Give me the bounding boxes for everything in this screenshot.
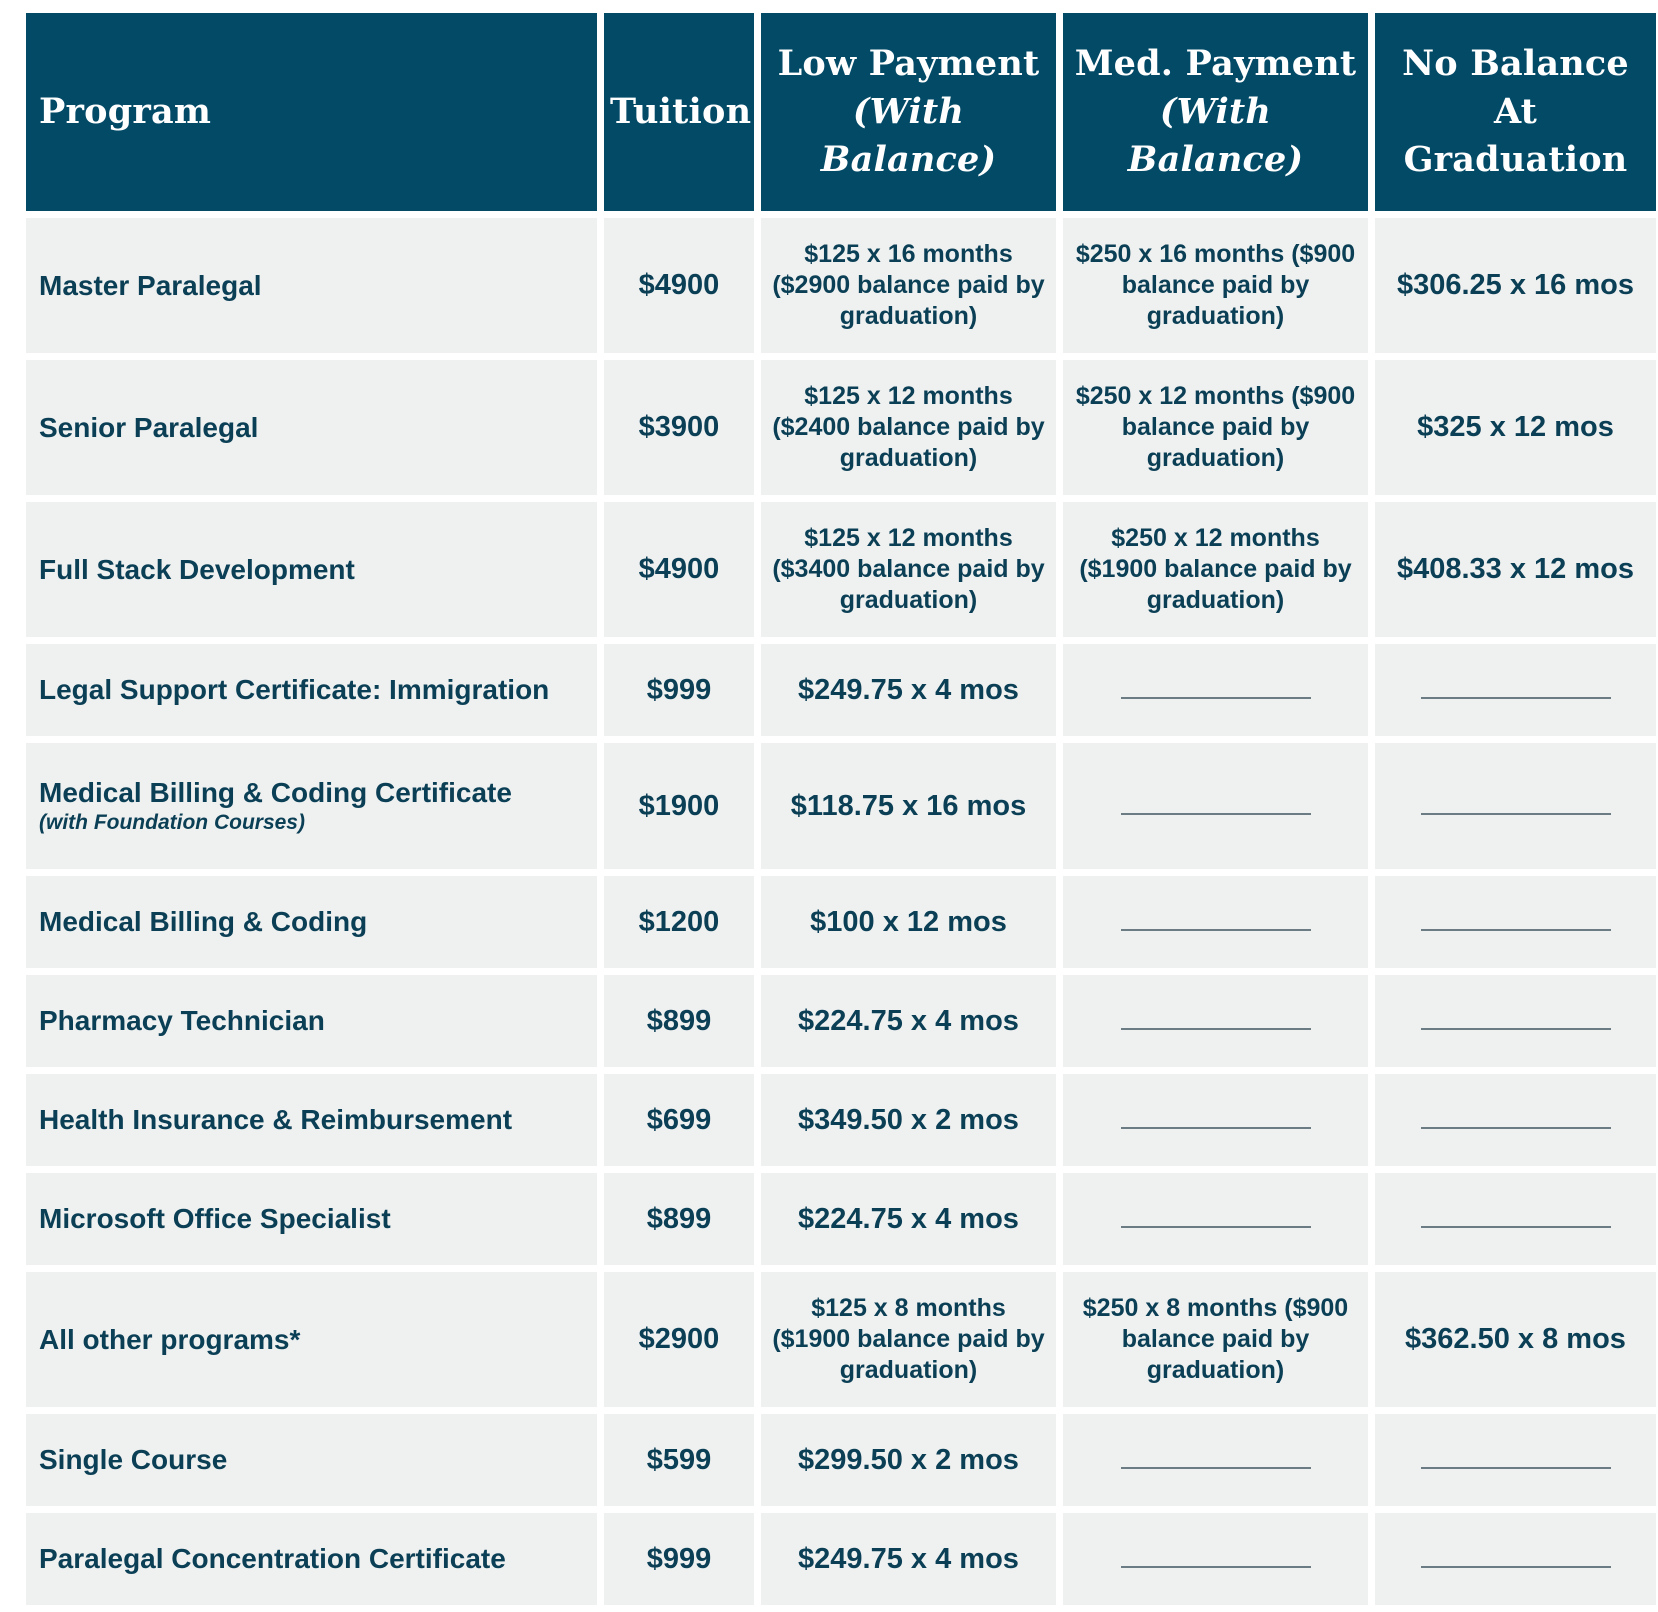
program-name: Legal Support Certificate: Immigration	[39, 674, 550, 705]
low-payment-cell: $118.75 x 16 mos	[761, 743, 1056, 869]
none-payment-cell: $362.50 x 8 mos	[1375, 1272, 1656, 1407]
program-name: Senior Paralegal	[39, 411, 259, 443]
program-cell	[26, 1173, 597, 1265]
empty-dash	[1121, 1566, 1311, 1568]
low-payment-cell: $299.50 x 2 mos	[761, 1414, 1056, 1506]
med-payment-cell	[1063, 644, 1368, 736]
tuition-cell: $599	[604, 1414, 754, 1506]
empty-dash	[1121, 929, 1311, 931]
program-name: Paralegal Concentration Certificate	[39, 1543, 506, 1574]
tuition-cell: $899	[604, 975, 754, 1067]
payment-plan-table-container	[26, 13, 1656, 1605]
header-low-payment	[761, 13, 1056, 211]
low-payment-cell: $224.75 x 4 mos	[761, 1173, 1056, 1265]
program-cell	[26, 360, 597, 495]
header-none-subtitle: At Graduation	[1403, 91, 1628, 180]
empty-dash	[1421, 1028, 1611, 1030]
program-cell	[26, 975, 597, 1067]
med-payment-cell: $250 x 12 months ($1900 balance paid by graduation)	[1063, 502, 1368, 637]
none-payment-cell	[1375, 876, 1656, 968]
tuition-cell: $999	[604, 1513, 754, 1605]
table-row	[26, 360, 1656, 495]
program-name: Pharmacy Technician	[39, 1005, 325, 1036]
header-low-title: Low Payment	[777, 43, 1040, 84]
program-name: Medical Billing & Coding Certificate	[39, 777, 512, 808]
med-payment-cell: $250 x 8 months ($900 balance paid by graduation)	[1063, 1272, 1368, 1407]
low-payment-cell: $224.75 x 4 mos	[761, 975, 1056, 1067]
empty-dash	[1121, 1028, 1311, 1030]
med-payment-cell	[1063, 1513, 1368, 1605]
low-payment-cell: $349.50 x 2 mos	[761, 1074, 1056, 1166]
program-cell	[26, 502, 597, 637]
tuition-cell: $1200	[604, 876, 754, 968]
tuition-cell: $4900	[604, 218, 754, 353]
empty-dash	[1421, 1127, 1611, 1129]
empty-dash	[1421, 929, 1611, 931]
empty-dash	[1421, 1226, 1611, 1228]
program-name: Health Insurance & Reimbursement	[39, 1104, 513, 1135]
low-payment-cell: $249.75 x 4 mos	[761, 644, 1056, 736]
low-payment-cell: $125 x 8 months ($1900 balance paid by graduation)	[761, 1272, 1056, 1407]
empty-dash	[1121, 813, 1311, 815]
low-payment-cell: $100 x 12 mos	[761, 876, 1056, 968]
tuition-cell: $2900	[604, 1272, 754, 1407]
program-note: (with Foundation Courses)	[39, 811, 305, 834]
med-payment-cell	[1063, 1074, 1368, 1166]
none-payment-cell	[1375, 743, 1656, 869]
table-row	[26, 975, 1656, 1067]
program-cell	[26, 1272, 597, 1407]
empty-dash	[1121, 1226, 1311, 1228]
header-program: Program	[26, 13, 597, 211]
program-cell	[26, 1513, 597, 1605]
none-payment-cell	[1375, 1513, 1656, 1605]
none-payment-cell	[1375, 1414, 1656, 1506]
none-payment-cell: $306.25 x 16 mos	[1375, 218, 1656, 353]
med-payment-cell	[1063, 876, 1368, 968]
tuition-cell: $999	[604, 644, 754, 736]
program-name: Master Paralegal	[39, 269, 262, 301]
low-payment-cell: $125 x 16 months ($2900 balance paid by graduation)	[761, 218, 1056, 353]
tuition-cell: $4900	[604, 502, 754, 637]
tuition-cell: $699	[604, 1074, 754, 1166]
table-row	[26, 1414, 1656, 1506]
header-no-balance	[1375, 13, 1656, 211]
none-payment-cell	[1375, 1074, 1656, 1166]
header-none-title: No Balance	[1402, 43, 1629, 84]
low-payment-cell: $249.75 x 4 mos	[761, 1513, 1056, 1605]
empty-dash	[1421, 1566, 1611, 1568]
program-name: Microsoft Office Specialist	[39, 1203, 391, 1234]
empty-dash	[1421, 697, 1611, 699]
empty-dash	[1121, 1127, 1311, 1129]
table-row	[26, 876, 1656, 968]
table-row	[26, 502, 1656, 637]
empty-dash	[1121, 1467, 1311, 1469]
program-cell	[26, 644, 597, 736]
program-cell	[26, 218, 597, 353]
program-name: Medical Billing & Coding	[39, 906, 368, 937]
table-row	[26, 1074, 1656, 1166]
none-payment-cell: $325 x 12 mos	[1375, 360, 1656, 495]
empty-dash	[1421, 813, 1611, 815]
table-row	[26, 644, 1656, 736]
header-row	[26, 13, 1656, 211]
program-cell	[26, 876, 597, 968]
header-med-title: Med. Payment	[1074, 43, 1357, 84]
none-payment-cell	[1375, 975, 1656, 1067]
med-payment-cell	[1063, 1414, 1368, 1506]
header-med-subtitle: (With Balance)	[1127, 91, 1304, 180]
med-payment-cell	[1063, 975, 1368, 1067]
table-row	[26, 1173, 1656, 1265]
payment-plan-table	[19, 6, 1658, 1612]
tuition-cell: $1900	[604, 743, 754, 869]
program-name: Full Stack Development	[39, 553, 355, 585]
program-cell	[26, 743, 597, 869]
table-body	[26, 218, 1656, 1605]
program-name: Single Course	[39, 1444, 228, 1475]
table-row	[26, 743, 1656, 869]
empty-dash	[1121, 697, 1311, 699]
header-med-payment	[1063, 13, 1368, 211]
tuition-cell: $3900	[604, 360, 754, 495]
header-low-subtitle: (With Balance)	[820, 91, 997, 180]
low-payment-cell: $125 x 12 months ($2400 balance paid by graduation)	[761, 360, 1056, 495]
table-row	[26, 1513, 1656, 1605]
med-payment-cell	[1063, 743, 1368, 869]
none-payment-cell: $408.33 x 12 mos	[1375, 502, 1656, 637]
program-cell	[26, 1414, 597, 1506]
med-payment-cell: $250 x 12 months ($900 balance paid by graduation)	[1063, 360, 1368, 495]
table-row	[26, 218, 1656, 353]
none-payment-cell	[1375, 644, 1656, 736]
tuition-cell: $899	[604, 1173, 754, 1265]
program-name: All other programs*	[39, 1323, 301, 1355]
low-payment-cell: $125 x 12 months ($3400 balance paid by graduation)	[761, 502, 1056, 637]
table-row	[26, 1272, 1656, 1407]
empty-dash	[1421, 1467, 1611, 1469]
med-payment-cell	[1063, 1173, 1368, 1265]
header-tuition: Tuition	[604, 13, 754, 211]
none-payment-cell	[1375, 1173, 1656, 1265]
program-cell	[26, 1074, 597, 1166]
med-payment-cell: $250 x 16 months ($900 balance paid by graduation)	[1063, 218, 1368, 353]
